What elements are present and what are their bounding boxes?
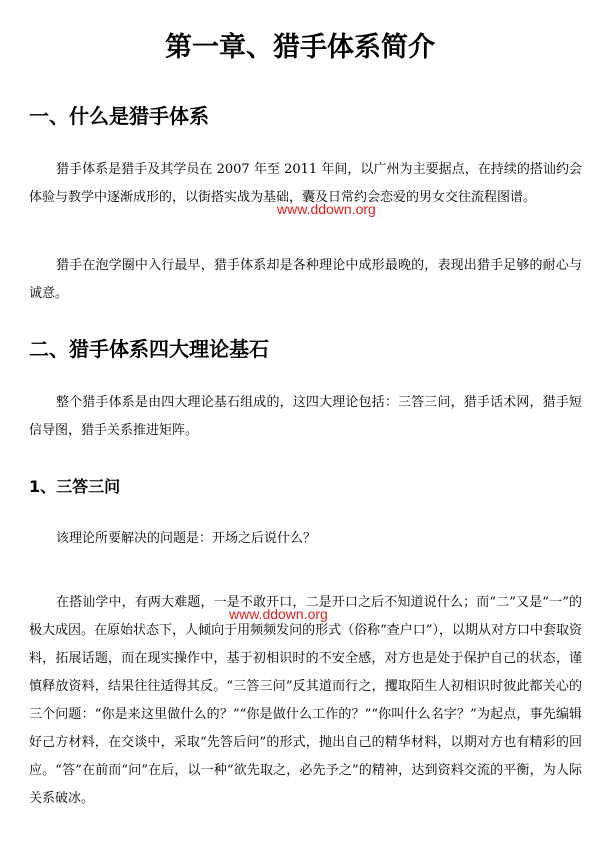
watermark-text: www.ddown.org bbox=[277, 201, 376, 217]
paragraph-question: 该理论所要解决的问题是：开场之后说什么？ bbox=[56, 531, 317, 546]
paragraph-patience: 猎手在泡学圈中入行最早，猎手体系却是各种理论中成形最晚的，表现出猎手足够的耐心与诚意。 bbox=[29, 258, 582, 301]
watermark-text: www.ddown.org bbox=[229, 606, 328, 622]
paragraph-definition: 猎手体系是猎手及其学员在 2007 年至 2011 年间，以广州为主要据点，在持续的搭讪约会体验与教学中逐渐成形的，以街搭实战为基础，囊及日常约会恋爱的男女交往流程图谱。 bbox=[29, 162, 582, 205]
paragraph-three-answers-detail: 在搭讪学中，有两大难题，一是不敢开口，二是开口之后不知道说什么；而“二”又是“一”的极大成因。在原始状态下，人倾向于用频频发问的形式（俗称“查户口”），以期从对方口中套取资料，拓展话题，而在现实操作中，基于初相识时的不安全感，对方也是处于保护自己的状态，谨慎释放资料，结果往往适得其反。“三答三问”反其道而行之，攫取陌生人初相识时彼此都关心的三个问题：“你是来这里做什么的？”“你是做什么工作的？”“你叫什么名字？”为起点，事先编辑好己方材料，在交谈中，采取“先答后问”的形式，抛出自己的精华材料，以期对方也有精彩的回应。“答”在前而“问”在后，以一种“欲先取之，必先予之”的精神，达到资料交流的平衡，为人际关系破冰。 bbox=[29, 595, 582, 806]
chapter-title: 第一章、猎手体系简介 bbox=[165, 32, 435, 63]
paragraph-cornerstones: 整个猎手体系是由四大理论基石组成的，这四大理论包括：三答三问，猎手话术网，猎手短信导图，猎手关系推进矩阵。 bbox=[29, 395, 582, 438]
section-heading-what-is: 一、什么是猎手体系 bbox=[29, 104, 209, 128]
section-heading-four-cornerstones: 二、猎手体系四大理论基石 bbox=[29, 337, 269, 361]
subsection-heading-three-answers: 1、三答三问 bbox=[29, 477, 121, 496]
